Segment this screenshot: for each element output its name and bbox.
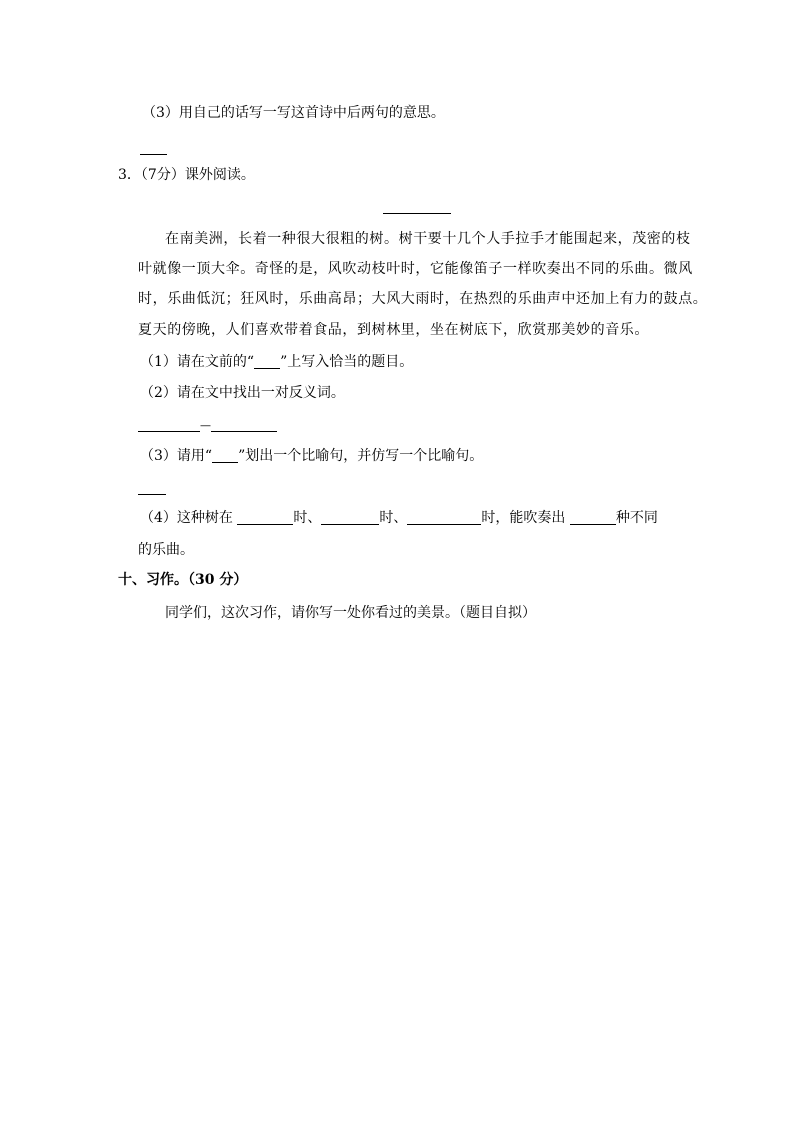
reading-question-header	[118, 165, 255, 185]
question-number: （3）	[142, 105, 179, 121]
sub-question-1	[140, 352, 413, 372]
question-title: 课外阅读。	[184, 167, 255, 183]
passage-title-blank[interactable]	[383, 197, 451, 217]
sub-text-pre: 请用“	[176, 448, 213, 464]
essay-prompt: 同学们，这次习作，请你写一处你看过的美景。（题目自拟）	[165, 605, 536, 621]
sub-question-4	[140, 508, 658, 528]
answer-blank[interactable]	[138, 480, 166, 495]
answer-blank-line	[138, 478, 166, 498]
sub-question-2	[140, 383, 345, 403]
passage-line-4: 夏天的傍晚，人们喜欢带着食品，到树林里，坐在树底下，欣赏那美妙的音乐。	[138, 322, 649, 338]
antonym-separator: —	[200, 419, 211, 432]
sub-text-2: 时、	[293, 510, 322, 526]
sub-question-3	[140, 446, 483, 466]
sub-number: （2）	[140, 385, 177, 401]
sub-text-post: ”划出一个比喻句，并仿写一个比喻句。	[238, 448, 484, 464]
blank-1[interactable]	[237, 510, 293, 525]
sub-number: （3）	[140, 448, 177, 464]
blank-4[interactable]	[570, 510, 616, 525]
answer-blank-line	[140, 138, 167, 158]
quote-blank	[212, 448, 238, 463]
antonym-blank-1[interactable]	[138, 417, 200, 432]
sub-number: （1）	[140, 354, 177, 370]
question-number: 3．	[118, 167, 141, 183]
passage-line-2: 叶就像一顶大伞。奇怪的是，风吹动枝叶时，它能像笛子一样吹奏出不同的乐曲。微风	[138, 261, 693, 277]
sub-text-post: ”上写入恰当的题目。	[280, 354, 414, 370]
passage-line-3: 时，乐曲低沉；狂风时，乐曲高昂；大风大雨时，在热烈的乐曲声中还加上有力的鼓点。	[138, 291, 708, 307]
blank-2[interactable]	[321, 510, 379, 525]
section-10-title: 十、习作。（30 分）	[118, 572, 248, 588]
question-text: 用自己的话写一写这首诗中后两句的意思。	[178, 105, 445, 121]
sub-text-pre: 请在文前的“	[176, 354, 255, 370]
antonym-answer-line	[138, 415, 277, 436]
sub-question-4-cont: 的乐曲。	[138, 542, 194, 558]
sub-text-4: 时，能吹奏出	[481, 510, 570, 526]
antonym-blank-2[interactable]	[211, 417, 277, 432]
answer-blank[interactable]	[140, 140, 167, 155]
sub-number: （4）	[140, 510, 177, 526]
question-score: （7分）	[140, 167, 185, 183]
sub-text-1: 这种树在	[176, 510, 238, 526]
sub-text-3: 时、	[379, 510, 408, 526]
sub-text: 请在文中找出一对反义词。	[176, 385, 345, 401]
blank-3[interactable]	[407, 510, 481, 525]
question-3-prev	[142, 103, 445, 123]
sub-text-5: 种不同	[615, 510, 658, 526]
title-blank[interactable]	[383, 199, 451, 214]
passage-line-1: 在南美洲，长着一种很大很粗的树。树干要十几个人手拉手才能围起来，茂密的枝	[165, 231, 691, 247]
quote-blank	[254, 354, 280, 369]
